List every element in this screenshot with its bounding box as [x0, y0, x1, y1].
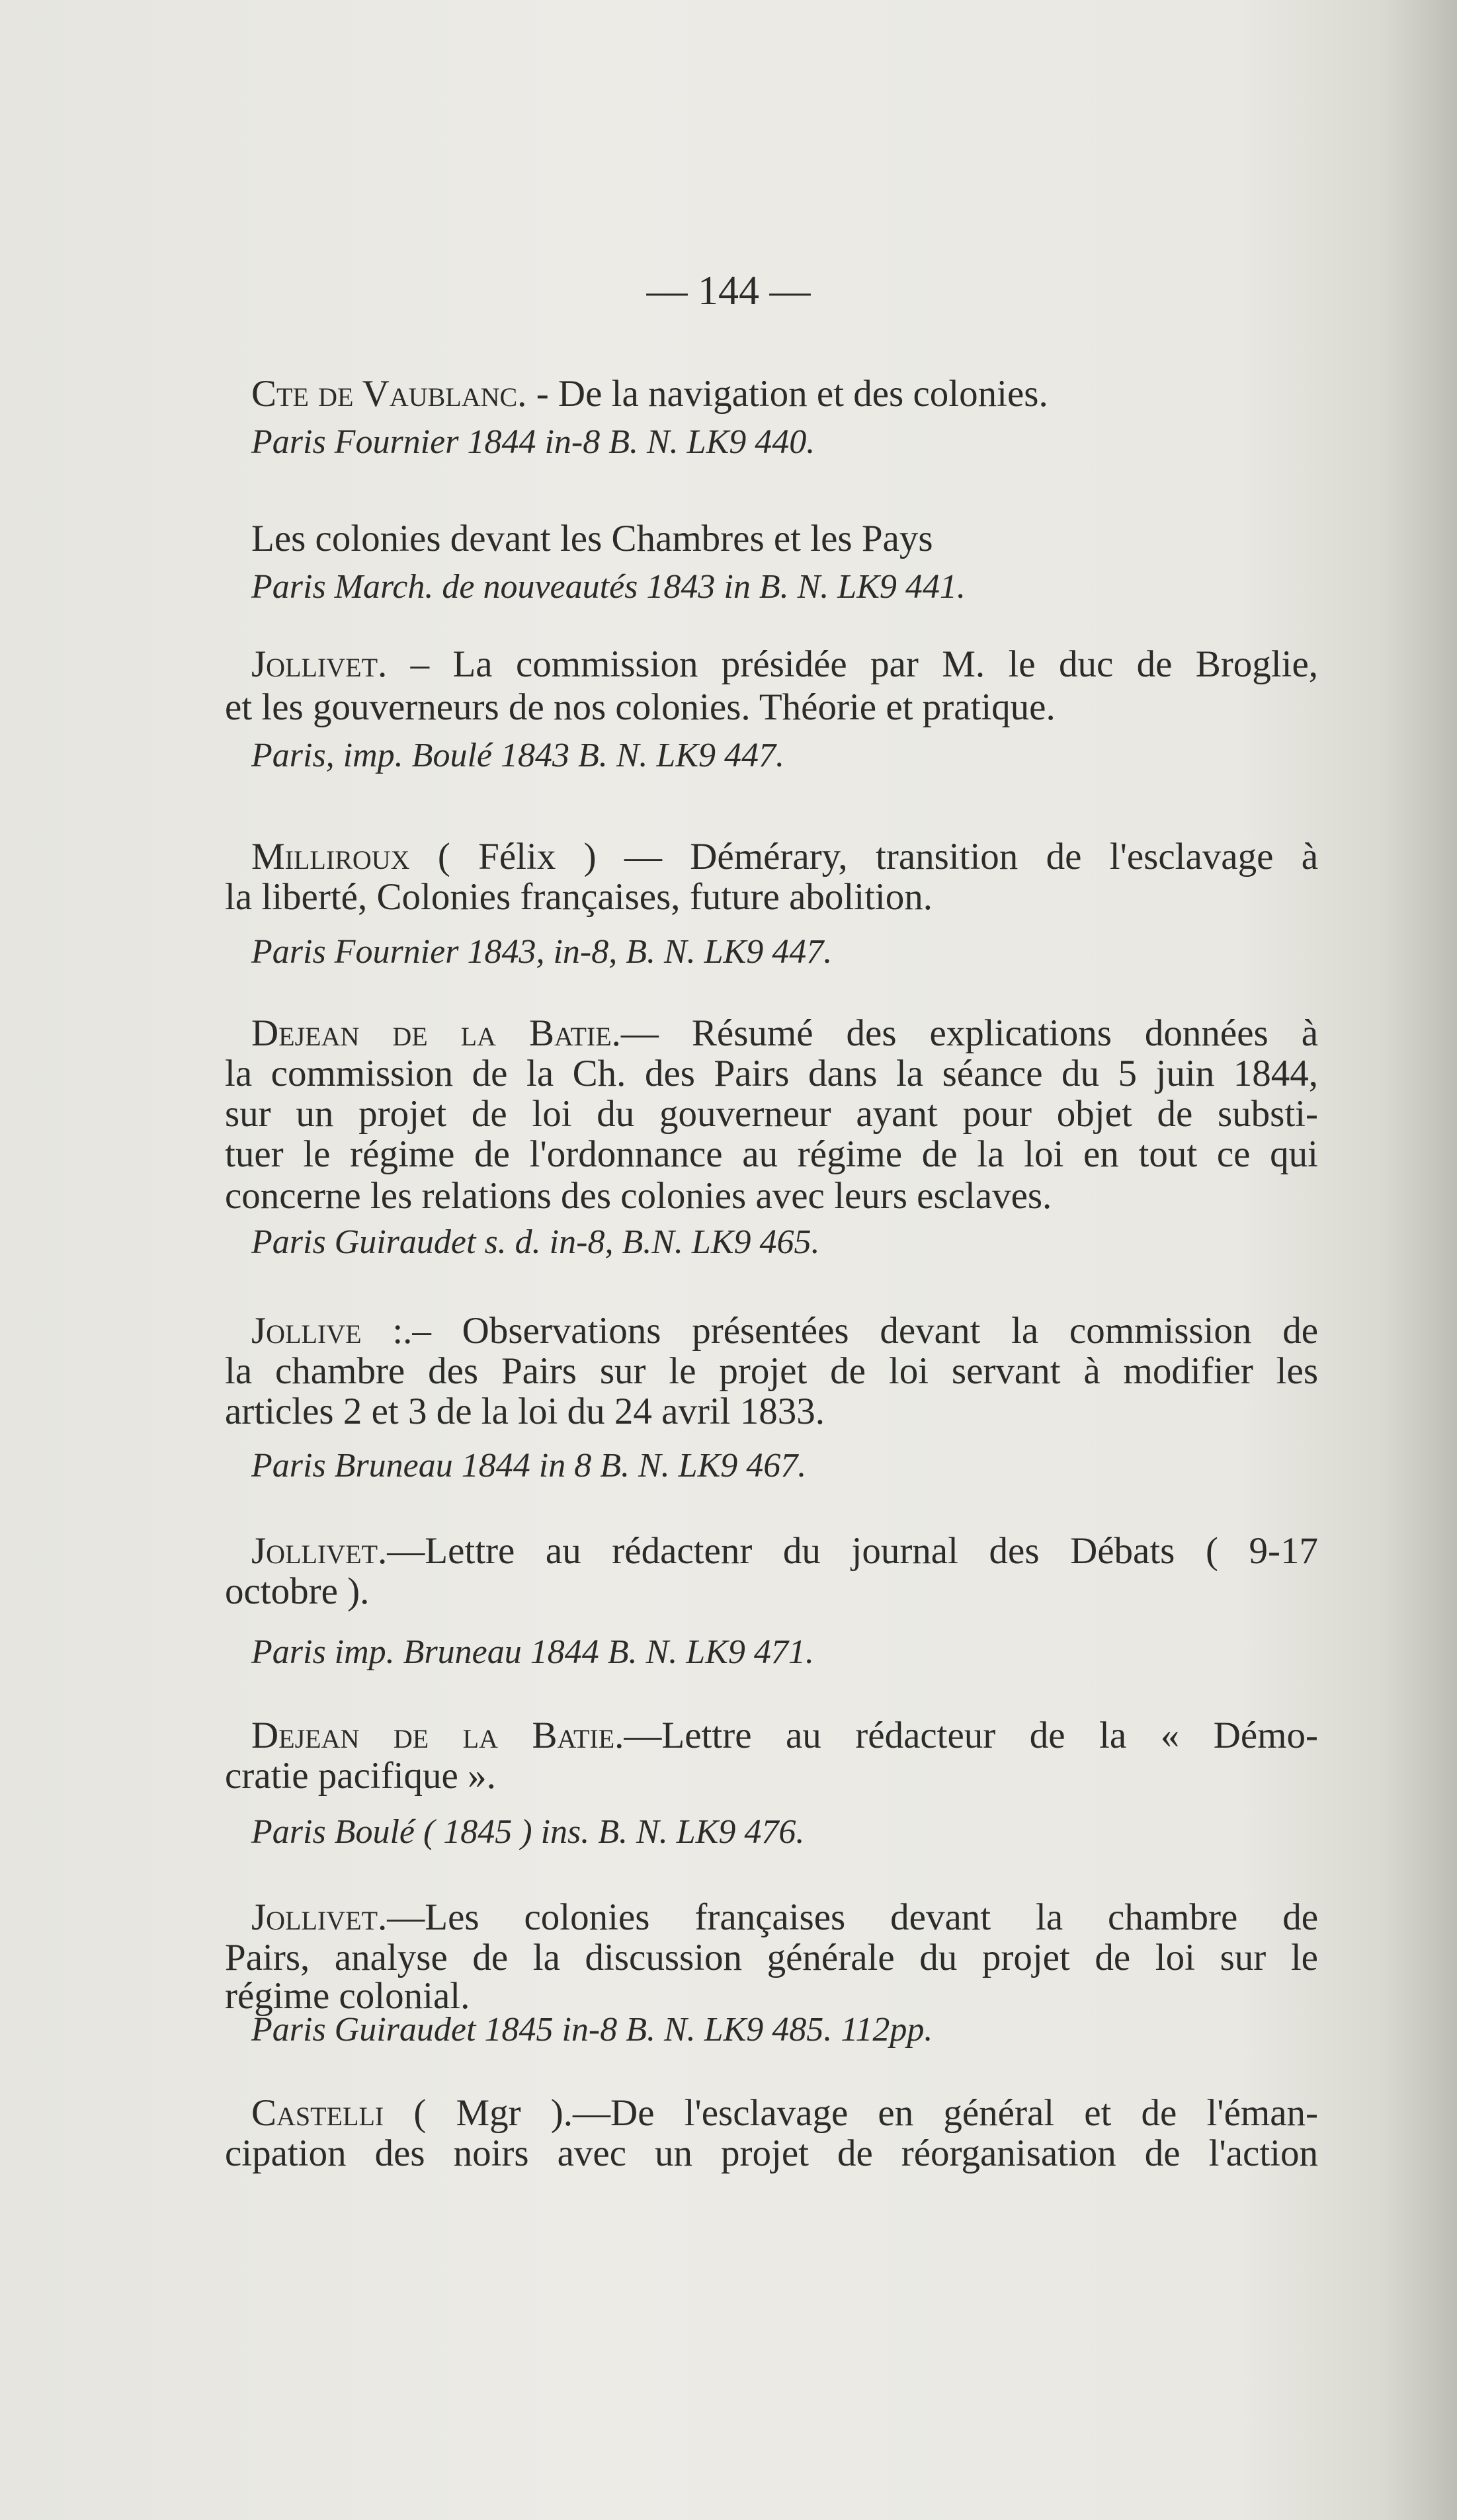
line-text: Paris Guiraudet s. d. in-8, B.N. LK9 465. — [251, 1223, 820, 1261]
entry-heading-line — [251, 1715, 1318, 1756]
citation-line — [251, 2010, 933, 2050]
author-name: Jollive :. — [251, 1311, 413, 1351]
line-text: octobre ). — [225, 1570, 370, 1612]
entry-text-line — [225, 1937, 1318, 1978]
entry-heading-line — [251, 518, 933, 559]
citation-line — [251, 567, 966, 607]
author-name: Dejean de la Batie. — [251, 1715, 624, 1756]
line-text: ( Mgr ).—De l'esclavage en général et de l'éman- — [384, 2093, 1318, 2133]
line-text: Paris Bruneau 1844 in 8 B. N. LK9 467. — [251, 1447, 807, 1484]
line-text: la liberté, Colonies françaises, future abolition. — [225, 876, 933, 918]
entry-heading-line — [251, 374, 1048, 414]
line-text: – Observations présentées devant la commission de — [412, 1311, 1318, 1351]
citation-line — [251, 1222, 820, 1262]
line-text: ( Félix ) — Démérary, transition de l'esclavage à — [409, 836, 1318, 877]
line-text: sur un projet de loi du gouverneur ayant pour objet de substi- — [225, 1094, 1318, 1134]
entry-heading-line — [251, 1013, 1318, 1053]
entry-heading-line — [251, 1897, 1318, 1937]
line-text: — Résumé des explications données à — [620, 1013, 1318, 1053]
line-text: —Lettre au rédacteur de la « Démo- — [624, 1715, 1318, 1756]
entry-text-line — [225, 877, 933, 917]
entry-heading-line — [251, 1531, 1318, 1571]
line-text: la commission de la Ch. des Pairs dans la séance du 5 juin 1844, — [225, 1053, 1318, 1094]
entry-text-line — [225, 1391, 825, 1432]
author-name: Milliroux — [251, 836, 410, 877]
entry-text-line — [225, 1571, 369, 1611]
line-text: cipation des noirs avec un projet de réorganisation de l'action — [225, 2133, 1318, 2174]
page-number: — 144 — — [646, 268, 811, 313]
line-text: —Les colonies françaises devant la chambre de — [387, 1897, 1318, 1937]
line-text: —Lettre au rédactenr du journal des Débats ( 9-17 — [387, 1531, 1318, 1571]
citation-line — [251, 1445, 806, 1486]
line-text: Paris March. de nouveautés 1843 in B. N. LK9 441. — [251, 568, 966, 606]
line-text: Paris, imp. Boulé 1843 B. N. LK9 447. — [251, 737, 785, 774]
line-text: tuer le régime de l'ordonnance au régime de la loi en tout ce qui — [225, 1134, 1318, 1174]
line-text: Paris Fournier 1844 in-8 B. N. LK9 440. — [251, 423, 815, 461]
line-text: Les colonies devant les Chambres et les Pays — [251, 518, 933, 559]
entry-text-line — [225, 687, 1056, 727]
author-name: Cte de Vaublanc. — [251, 373, 527, 415]
entry-text-line — [225, 1176, 1052, 1216]
entry-heading-line — [251, 2093, 1318, 2133]
citation-line — [251, 1812, 804, 1852]
line-text: Pairs, analyse de la discussion générale du projet de loi sur le — [225, 1937, 1318, 1978]
line-text: la chambre des Pairs sur le projet de loi servant à modifier les — [225, 1351, 1318, 1391]
line-text: Paris Boulé ( 1845 ) ins. B. N. LK9 476. — [251, 1813, 805, 1851]
citation-line — [251, 422, 815, 462]
entry-text-line — [225, 1756, 496, 1796]
entry-text-line — [225, 1053, 1318, 1094]
author-name: Jollivet. — [251, 1897, 388, 1937]
author-name: Jollivet. — [251, 644, 388, 684]
entry-text-line — [225, 1134, 1318, 1174]
line-text: - De la navigation et des colonies. — [526, 373, 1048, 415]
citation-line — [251, 735, 784, 776]
entry-text-line — [225, 2133, 1318, 2174]
line-text: concerne les relations des colonies avec leurs esclaves. — [225, 1175, 1052, 1217]
line-text: articles 2 et 3 de la loi du 24 avril 1833. — [225, 1391, 825, 1432]
citation-line — [251, 1632, 814, 1672]
line-text: cratie pacifique ». — [225, 1755, 496, 1797]
author-name: Castelli — [251, 2093, 384, 2133]
line-text: régime colonial. — [225, 1975, 470, 2017]
entry-heading-line — [251, 644, 1318, 684]
line-text: Paris Fournier 1843, in-8, B. N. LK9 447. — [251, 933, 833, 971]
line-text: Paris Guiraudet 1845 in-8 B. N. LK9 485. 112pp. — [251, 2011, 933, 2049]
line-text: – La commission présidée par M. le duc de Broglie, — [387, 644, 1318, 684]
author-name: Jollivet. — [251, 1531, 388, 1571]
entry-heading-line — [251, 836, 1318, 877]
entry-text-line — [225, 1094, 1318, 1134]
line-text: Paris imp. Bruneau 1844 B. N. LK9 471. — [251, 1633, 814, 1671]
citation-line — [251, 932, 832, 972]
line-text: et les gouverneurs de nos colonies. Théorie et pratique. — [225, 686, 1056, 728]
author-name: Dejean de la Batie. — [251, 1013, 621, 1053]
entry-heading-line — [251, 1311, 1318, 1351]
entry-text-line — [225, 1351, 1318, 1391]
